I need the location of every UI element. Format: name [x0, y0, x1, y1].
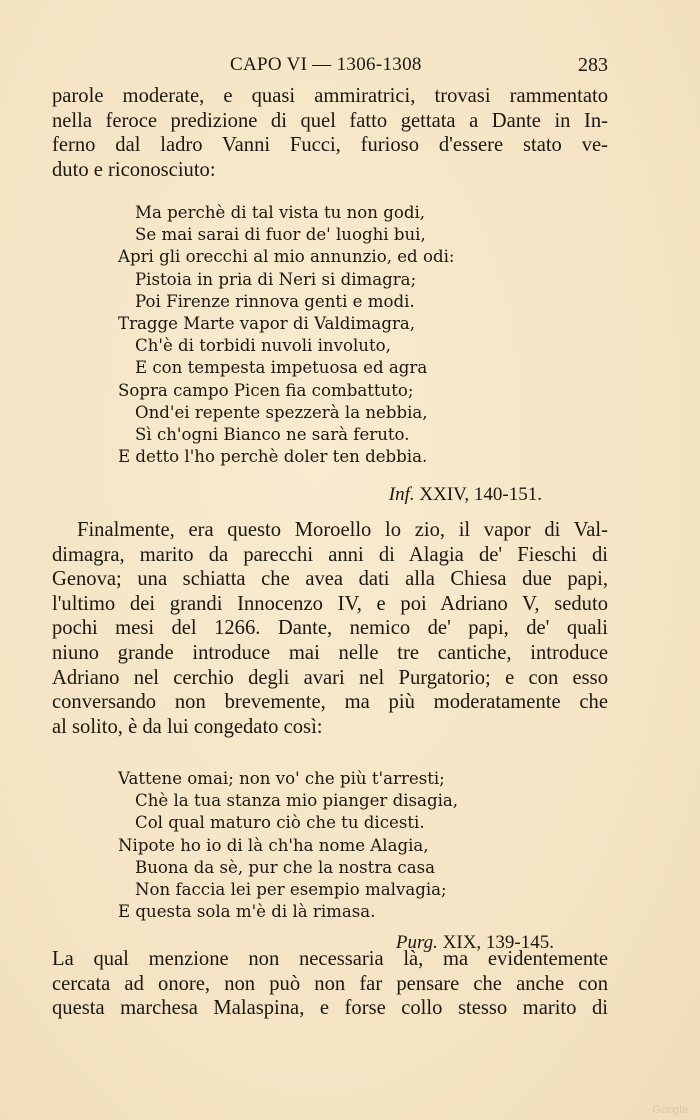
verse-line: Vattene omai; non vo' che più t'arresti; — [118, 769, 445, 788]
citation-book: Purg. — [395, 932, 438, 953]
text-line: l'ultimo dei grandi Innocenzo IV, e poi Adriano V, seduto — [52, 592, 608, 615]
verse-line: Ch'è di torbidi nuvoli involuto, — [135, 336, 391, 356]
text-line: parole moderate, e quasi ammiratrici, trovasi rammentato — [52, 85, 608, 107]
verse-block-1 — [118, 202, 558, 468]
verse-block-2 — [118, 768, 558, 923]
citation-1 — [389, 484, 542, 506]
text-line: La qual menzione non necessaria là, ma evidentemente — [52, 948, 608, 970]
text-line: dimagra, marito da parecchi anni di Alagia de' Fieschi di — [52, 543, 608, 566]
verse-line: Apri gli orecchi al mio annunzio, ed odi: — [118, 247, 455, 267]
verse-line: Col qual maturo ciò che tu dicesti. — [135, 813, 425, 833]
text-line: cercata ad onore, non può non far pensare che anche con — [52, 972, 608, 995]
verse-line: Buona da sè, pur che la nostra casa — [135, 857, 436, 877]
verse-line: Tragge Marte vapor di Valdimagra, — [118, 314, 416, 334]
page-header — [52, 54, 608, 82]
verse-line: Chè la tua stanza mio pianger disagia, — [135, 791, 459, 811]
text-line: Genova; una schiatta che avea dati alla Chiesa due papi, — [52, 568, 608, 591]
text-line: questa marchesa Malaspina, e forse collo stesso marito di — [52, 997, 608, 1020]
citation-ref: XXIV, 140-151. — [419, 484, 542, 505]
text-line: al solito, è da lui congedato così: — [52, 715, 323, 738]
text-line: pochi mesi del 1266. Dante, nemico de' papi, de' quali — [52, 617, 608, 640]
paragraph-1 — [52, 84, 608, 182]
running-head: CAPO VI — 1306-1308 — [230, 54, 422, 75]
text-line: Adriano nel cerchio degli avari nel Purgatorio; e con esso — [52, 666, 608, 689]
verse-line: Pistoia in pria di Neri si dimagra; — [135, 269, 417, 289]
citation-book: Inf. — [388, 484, 415, 505]
verse-line: E questa sola m'è di là rimasa. — [118, 902, 376, 922]
text-line: Finalmente, era questo Moroello lo zio, il vapor di Val- — [77, 519, 608, 541]
verse-line: Sopra campo Picen fia combattuto; — [118, 380, 414, 400]
text-line: ferno dal ladro Vanni Fucci, furioso d'essere stato ve- — [52, 134, 608, 157]
text-line: conversando non brevemente, ma più moderatamente che — [52, 691, 608, 714]
page-number: 283 — [578, 54, 608, 76]
verse-line: E con tempesta impetuosa ed agra — [135, 358, 428, 378]
text-line: nella feroce predizione di quel fatto gettata a Dante in In- — [52, 109, 608, 132]
verse-line: Se mai sarai di fuor de' luoghi bui, — [135, 225, 426, 245]
verse-line: Sì ch'ogni Bianco ne sarà feruto. — [135, 425, 410, 445]
verse-line: E detto l'ho perchè doler ten debbia. — [118, 447, 428, 467]
verse-line: Non faccia lei per esempio malvagia; — [135, 880, 447, 900]
text-line: duto e riconosciuto: — [52, 158, 216, 181]
verse-line: Ma perchè di tal vista tu non godi, — [135, 203, 426, 222]
paragraph-3 — [52, 947, 608, 1021]
citation-ref: XIX, 139-145. — [442, 932, 554, 953]
verse-line: Nipote ho io di là ch'ha nome Alagia, — [118, 835, 429, 855]
text-line: niuno grande introduce mai nelle tre cantiche, introduce — [52, 641, 608, 664]
paragraph-2 — [52, 518, 608, 739]
watermark: Google — [652, 1104, 688, 1116]
verse-line: Poi Firenze rinnova genti e modi. — [135, 291, 415, 311]
verse-line: Ond'ei repente spezzerà la nebbia, — [135, 402, 428, 422]
